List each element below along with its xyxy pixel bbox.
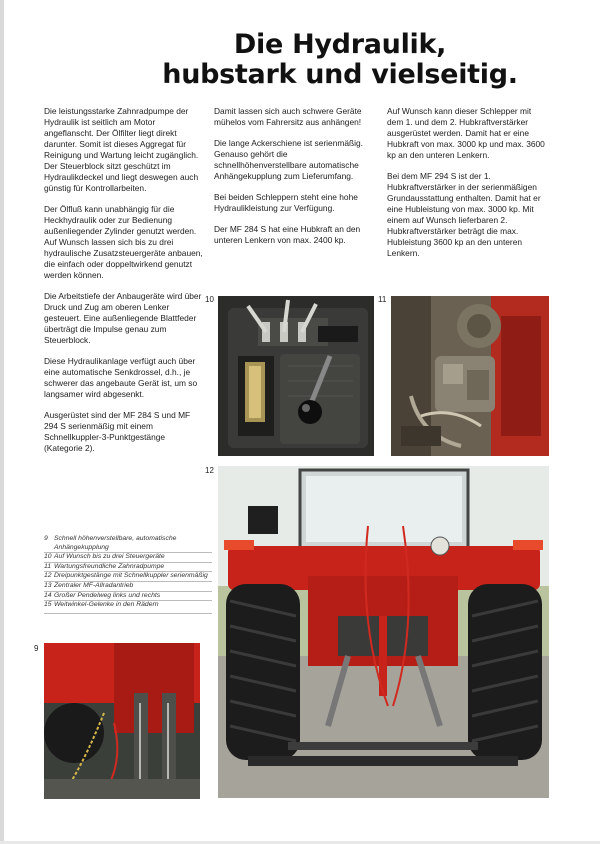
page-edge-shadow [0,0,4,844]
caption-item: 10 Auf Wunsch bis zu drei Steuergeräte [44,552,212,562]
figure-number-12: 12 [205,466,214,475]
caption-list [44,535,212,614]
caption-item: 11 Wartungsfreundliche Zahnradpumpe [44,562,212,572]
paragraph: Bei dem MF 294 S ist der 1. Hubkraftverstärker in der serienmäßigen Grundausstattung enthalten. Damit hat er eine Hubleistung von max. 3000 kp. Mit einem auf Wunsch lieferbaren 2. Hubkraftverstärker beträgt die max. Hubleistung 3600 kp an den unteren Lenkern. [387,171,541,258]
paragraph: Die leistungsstarke Zahnradpumpe der Hydraulik ist seitlich am Motor angeflanscht. Der Ölfilter liegt direkt darunter. Somit ist dieses Aggregat für Reinigung und Wartung leicht zugänglich. Der Steuerblock sitzt geschützt im Hydraulikdeckel und liegt deswegen auch günstig für Kontrollarbeiten. [44,106,199,193]
paragraph: Der MF 284 S hat eine Hubkraft an den unteren Lenkern von max. 2400 kp. [214,224,361,245]
caption-item: 15 Weitwinkel-Gelenke in den Rädern [44,600,212,610]
paragraph: Auf Wunsch kann dieser Schlepper mit dem 1. und dem 2. Hubkraftverstärker ausgerüstet werden. Damit hat er eine Hubkraft von max. 3000 kp und max. 3600 kp an den unteren Lenkern. [387,106,545,160]
figure-number-9: 9 [34,644,39,653]
paragraph: Damit lassen sich auch schwere Geräte mühelos vom Fahrersitz aus anhängen! [214,106,362,127]
photo-hitch-detail [44,643,200,799]
caption-item: 9 Schnell höhenverstellbare, automatische Anhängekupplung [44,535,177,551]
figure-number-10: 10 [205,295,214,304]
title-line-1: Die Hydraulik, [233,29,447,60]
photo-tractor-rear [218,466,549,798]
figure-number-11: 11 [378,295,387,304]
paragraph: Der Ölfluß kann unabhängig für die Heckhydraulik oder zur Bedienung außenliegender Zylinder genutzt werden. Auf Wunsch lassen sich bis zu drei hydraulische Zusatzsteuergeräte anbauen, die einfach oder doppeltwirkend genutzt werden können. [44,204,203,280]
paragraph: Bei beiden Schleppern steht eine hohe Hydraulikleistung zur Verfügung. [214,192,358,213]
photo-gear-pump [391,296,549,456]
page-title [120,30,560,90]
caption-item: 12 Dreipunktgestänge mit Schnellkuppler serienmäßig [44,571,212,581]
caption-item: 13 Zentraler MF-Allradantrieb [44,581,212,591]
photo-control-levers [218,296,374,456]
paragraph: Ausgerüstet sind der MF 284 S und MF 294 S serienmäßig mit einem Schnellkuppler-3-Punktgestänge (Kategorie 2). [44,410,191,453]
paragraph: Diese Hydraulikanlage verfügt auch über eine automatische Senkdrossel, d.h., je schwerer das angebaute Gerät ist, um so langsamer wird abgesenkt. [44,356,198,399]
text-column-1 [44,106,204,464]
title-line-2: hubstark und vielseitig. [162,59,518,90]
text-column-2 [214,106,374,256]
paragraph: Die lange Ackerschiene ist serienmäßig. Genauso gehört die schnellhöhenverstellbare automatische Anhängekupplung zum Lieferumfang. [214,138,363,181]
paragraph: Die Arbeitstiefe der Anbaugeräte wird über Druck und Zug am oberen Lenker gesteuert. Eine außenliegende Blattfeder überträgt die Impulse genau zum Steuerblock. [44,291,202,345]
caption-item: 14 Großer Pendelweg links und rechts [44,591,212,601]
text-column-3 [387,106,547,269]
